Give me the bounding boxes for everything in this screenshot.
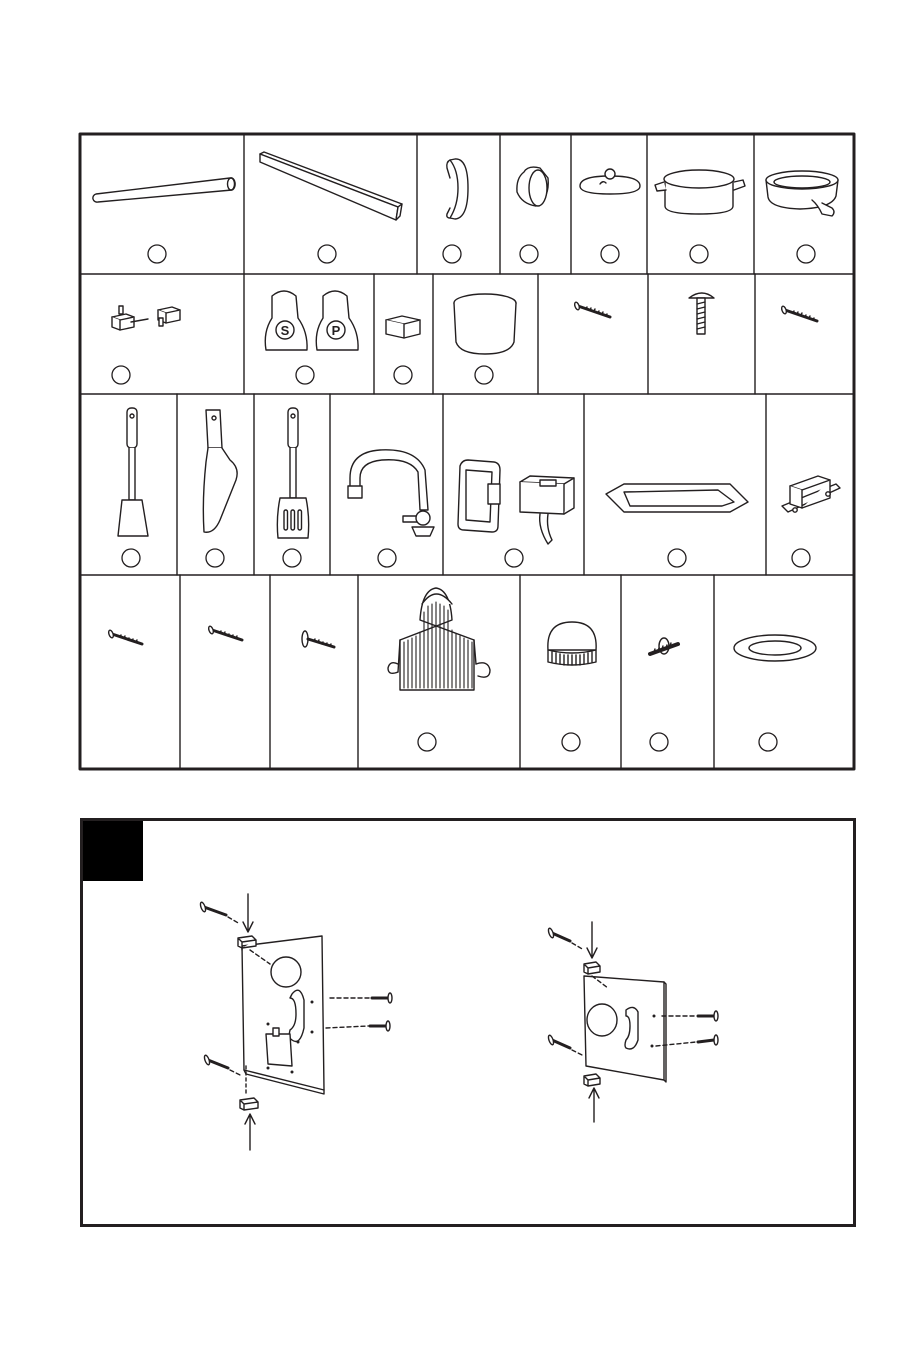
screw-icon bbox=[199, 902, 226, 915]
screw-washer-icon bbox=[302, 631, 334, 647]
switch-panel-icon bbox=[458, 460, 574, 544]
screw-icon bbox=[781, 306, 817, 321]
part-label-circle bbox=[650, 733, 668, 751]
hinge-clips-icon bbox=[112, 306, 180, 330]
screw-icon bbox=[698, 1035, 718, 1045]
magnetic-catch-icon bbox=[782, 476, 840, 512]
part-label-circle bbox=[296, 366, 314, 384]
spatula-icon bbox=[118, 408, 148, 536]
step-diagrams bbox=[0, 880, 914, 1300]
part-label-circle bbox=[792, 549, 810, 567]
screw-icon bbox=[574, 302, 610, 317]
knob-hole bbox=[587, 1004, 617, 1036]
part-label-circle bbox=[148, 245, 166, 263]
handle-icon bbox=[447, 159, 468, 219]
pot-lid-icon bbox=[580, 169, 640, 194]
plate-icon bbox=[734, 635, 816, 661]
screw-icon bbox=[203, 1055, 228, 1068]
screw-anchor-icon bbox=[650, 638, 678, 654]
part-label-circle bbox=[122, 549, 140, 567]
part-label-circle bbox=[690, 245, 708, 263]
arrow-up-icon bbox=[589, 1088, 599, 1122]
part-label-circle bbox=[112, 366, 130, 384]
pot-icon bbox=[655, 170, 745, 214]
part-label-circle bbox=[759, 733, 777, 751]
salt-label: S bbox=[280, 323, 290, 338]
rod-icon bbox=[93, 178, 235, 202]
arrow-up-icon bbox=[245, 1114, 255, 1150]
screw-icon bbox=[372, 993, 392, 1003]
part-label-circle bbox=[520, 245, 538, 263]
part-label-circle bbox=[601, 245, 619, 263]
knob-icon bbox=[517, 167, 548, 206]
pepper-label: P bbox=[331, 323, 341, 338]
screw-icon bbox=[547, 1035, 570, 1048]
salt-and-pepper-icon bbox=[265, 291, 358, 350]
part-label-circle bbox=[562, 733, 580, 751]
part-label-circle bbox=[378, 549, 396, 567]
screw-icon bbox=[108, 630, 142, 644]
screw-icon bbox=[547, 928, 570, 941]
arrow-down-icon bbox=[243, 894, 253, 932]
faucet-icon bbox=[348, 450, 434, 536]
arrow-down-icon bbox=[587, 922, 597, 958]
step-number-badge bbox=[83, 821, 143, 881]
chef-hat-icon bbox=[548, 622, 596, 665]
wooden-strip-icon bbox=[260, 152, 402, 220]
part-label-circle bbox=[283, 549, 301, 567]
door-assembly-right-diagram bbox=[547, 922, 718, 1122]
sink-tray-icon bbox=[606, 484, 748, 512]
apron-icon bbox=[388, 588, 490, 690]
part-label-circle bbox=[318, 245, 336, 263]
part-label-circle bbox=[394, 366, 412, 384]
screw-icon bbox=[370, 1021, 390, 1031]
knob-hole bbox=[271, 957, 301, 987]
screw-icon bbox=[698, 1011, 718, 1021]
part-label-circle bbox=[206, 549, 224, 567]
part-label-circle bbox=[668, 549, 686, 567]
frying-pan-icon bbox=[766, 171, 838, 216]
part-label-circle bbox=[505, 549, 523, 567]
knife-icon bbox=[203, 410, 237, 532]
part-label-circle bbox=[418, 733, 436, 751]
part-label-circle bbox=[797, 245, 815, 263]
bolt-icon bbox=[689, 293, 714, 334]
screw-icon bbox=[208, 626, 242, 640]
block-icon bbox=[386, 316, 420, 338]
part-label-circle bbox=[475, 366, 493, 384]
cup-icon bbox=[454, 294, 516, 354]
door-assembly-left-diagram bbox=[199, 894, 392, 1150]
part-label-circle bbox=[443, 245, 461, 263]
slotted-turner-icon bbox=[277, 408, 308, 538]
